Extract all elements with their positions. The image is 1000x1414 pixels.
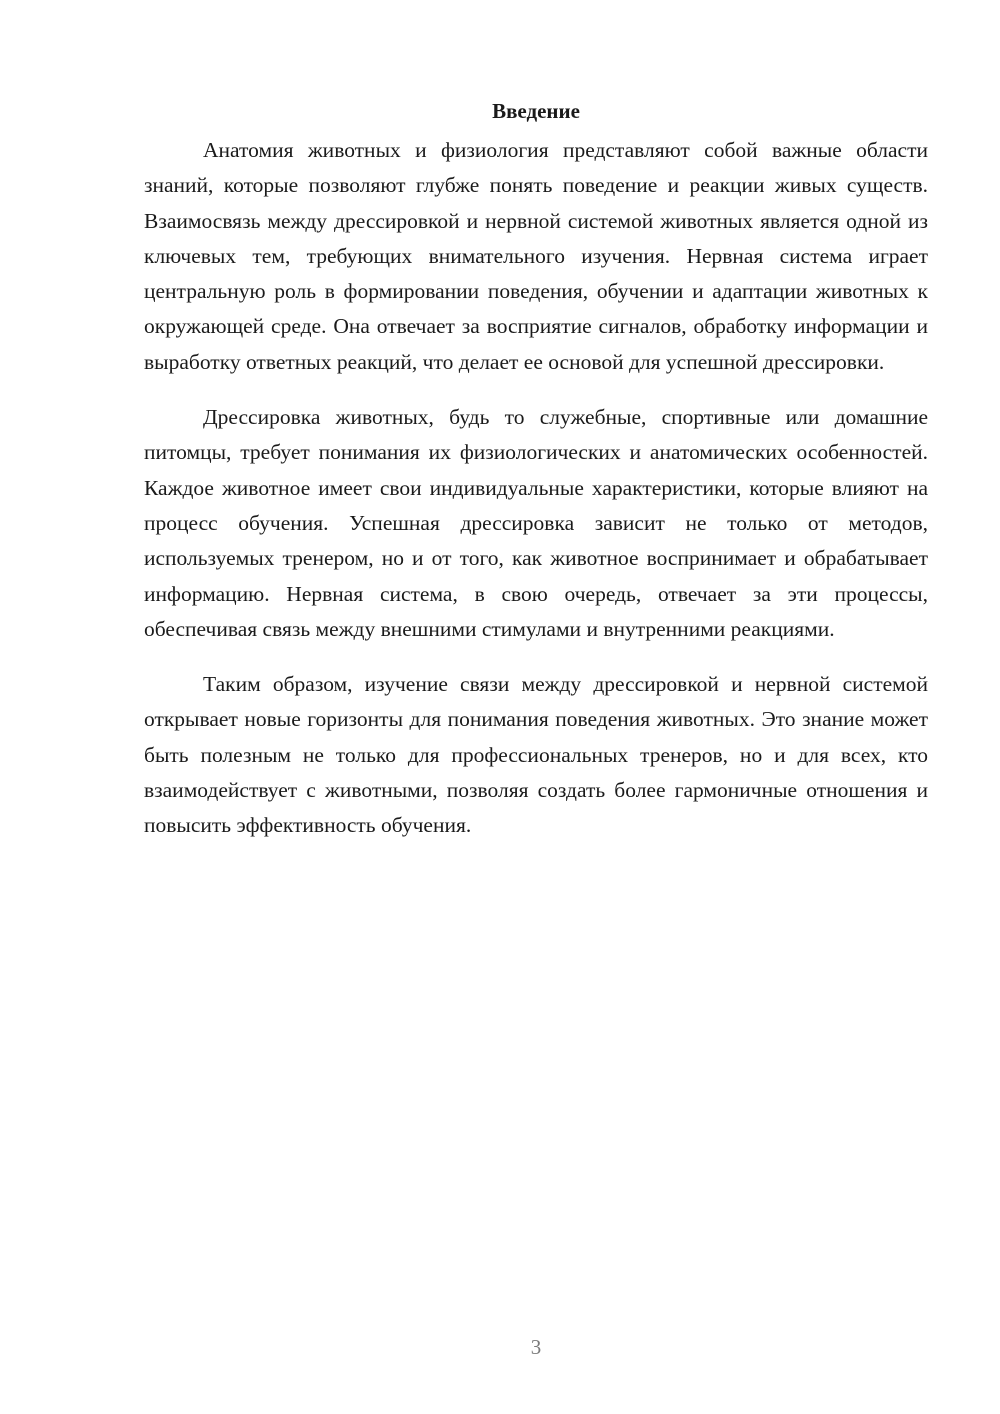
paragraph-2: Дрессировка животных, будь то служебные, спортивные или домашние питомцы, требует понимания их физиологических и анатомических особенностей. Каждое животное имеет свои индивидуальные характеристики, которые влияют на процесс обучения. Успешная дрессировка зависит не только от методов, используемых тренером, но и от того, как животное воспринимает и обрабатывает информацию. Нервная система, в свою очередь, отвечает за эти процессы, обеспечивая связь между внешними стимулами и внутренними реакциями. xyxy=(144,405,928,641)
paragraph-3: Таким образом, изучение связи между дрессировкой и нервной системой открывает новые горизонты для понимания поведения животных. Это знание может быть полезным не только для профессиональных тренеров, но и для всех, кто взаимодействует с животными, позволяя создать более гармоничные отношения и повысить эффективность обучения. xyxy=(144,672,928,838)
page-number: 3 xyxy=(530,1335,542,1359)
paragraph-1: Анатомия животных и физиология представляют собой важные области знаний, которые позволяют глубже понять поведение и реакции живых существ. Взаимосвязь между дрессировкой и нервной системой животных является одной из ключевых тем, требующих внимательного изучения. Нервная система играет центральную роль в формировании поведения, обучении и адаптации животных к окружающей среде. Она отвечает за восприятие сигналов, обработку информации и выработку ответных реакций, что делает ее основой для успешной дрессировки. xyxy=(144,138,928,374)
page-content xyxy=(144,93,928,864)
section-heading: Введение xyxy=(492,99,580,123)
